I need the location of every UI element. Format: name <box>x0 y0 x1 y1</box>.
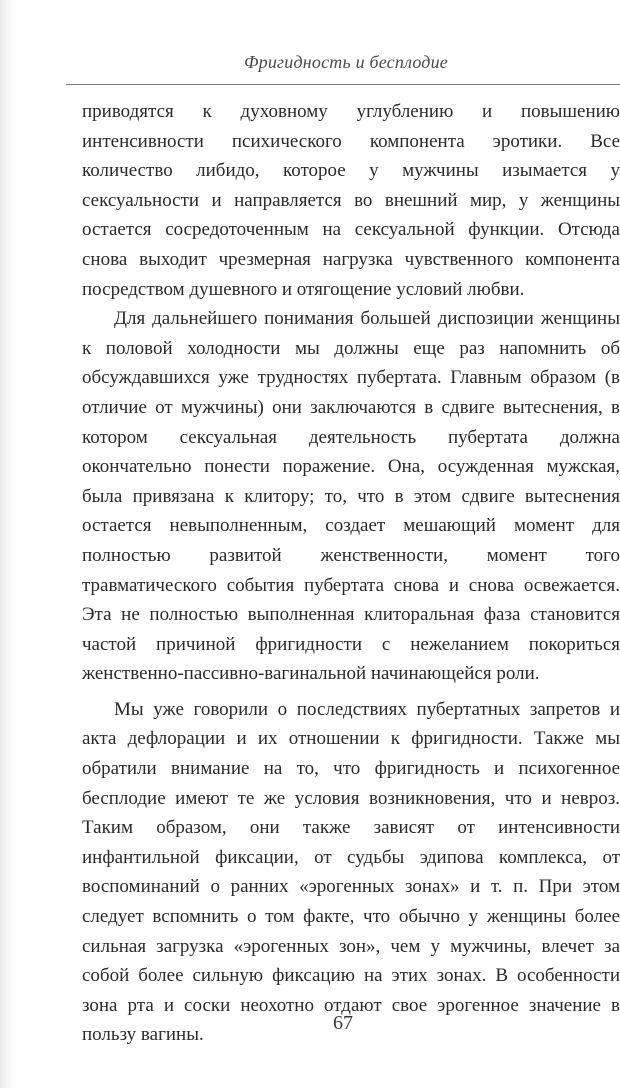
paragraph-3: Мы уже говорили о последствиях пубертатных запретов и акта дефлорации и их отношении к фригидности. Также мы обратили внимание на то, что фригидность и психогенное бесплодие имеют те же условия возникновения, что и невроз. Таким образом, они также зависят от интенсивности инфантильной фиксации, от судьбы эдипова комплекса, от воспоминаний о ранних «эрогенных зонах» и т. п. При этом следует вспомнить о том факте, что обычно у женщины более сильная загрузка «эрогенных зон», чем у мужчины, влечет за собой более сильную фиксацию на этих зонах. В особенности зона рта и соски неохотно отдают свое эрогенное значение в пользу вагины. <box>82 698 620 1046</box>
running-head: Фригидность и бесплодие <box>243 52 449 72</box>
header-rule <box>66 84 620 85</box>
page-number: 67 <box>333 1012 353 1034</box>
paragraph-1: приводятся к духовному углублению и повышению интенсивности психического компонента эротики. Все количество либидо, которое у мужчины изымается у сексуальности и направляется во внешний мир, у женщины остается сосредоточенным на сексуальной функции. Отсюда снова выходит чрезмерная нагрузка чувственного компонента посредством душевного и отягощение условий любви. <box>82 101 620 300</box>
paragraph-2: Для дальнейшего понимания большей диспозиции женщины к половой холодности мы должны еще раз напомнить об обсуждавшихся уже трудностях пубертата. Главным образом (в отличие от мужчины) они заключаются в сдвиге вытеснения, в котором сексуальная деятельность пубертата должна окончательно понести поражение. Она, осужденная мужская, была привязана к клитору; то, что в этом сдвиге вытеснения остается невыполненным, создает мешающий момент для полностью развитой женственности, момент того травматического события пубертата снова и снова освежается. Эта не полностью выполненная клиторальная фаза становится частой причиной фригидности с нежеланием покориться женственно-пассивно-вагинальной начинающейся роли. <box>82 308 620 685</box>
body-text <box>82 97 620 1050</box>
scan-edge-shadow <box>0 0 14 1088</box>
